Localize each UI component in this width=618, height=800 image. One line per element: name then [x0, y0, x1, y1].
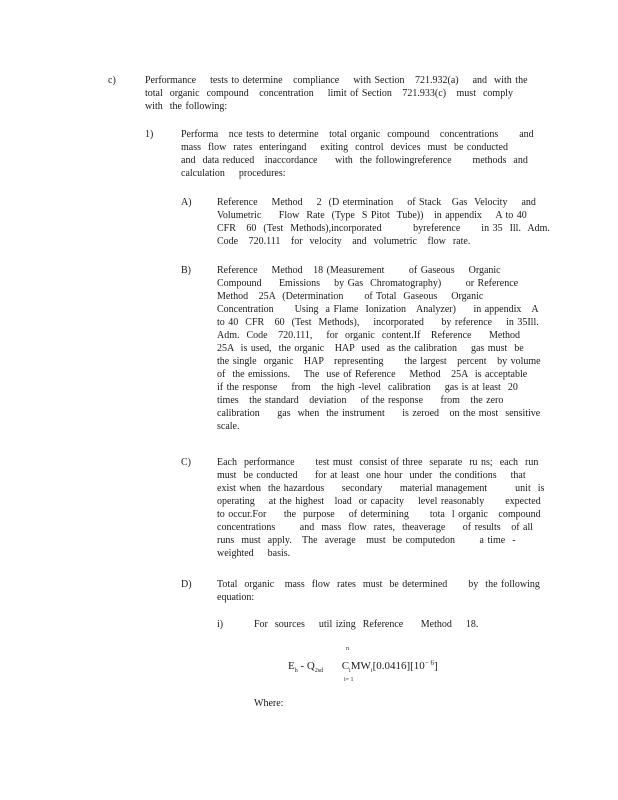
- sum-lower-limit: i= 1: [344, 677, 354, 683]
- item-i-label: i): [217, 619, 224, 630]
- eq-mw-sub: i: [370, 668, 373, 674]
- item-A-text: Reference Method 2 (D etermination of Stack Gas Velocity and Volumetric Flow Rate (Type S Pitot Tube)) in appendix A to 40 CFR 60 (Test Methods),incorporated byreference in 35 Ill. Adm. Code 720.111 for velocity and volumetric flow rate.: [217, 197, 550, 247]
- eq-close: ]: [434, 660, 438, 672]
- item-1-text: Performa nce tests to determine total organic compound concentrations and mass flow rates enteringand exiting control devices must be conducted and data reduced inaccordance with the followingreference methods and calculation procedures:: [181, 129, 534, 179]
- section-c-text: Performance tests to determine compliance with Section 721.932(a) and with the total organic compound concentration limit of Section 721.933(c) must comply with the following:: [145, 75, 528, 112]
- item-i-text: For sources util izing Reference Method 18.: [254, 619, 479, 630]
- mass-flow-equation: [288, 657, 438, 678]
- section-c-label: c): [108, 75, 116, 86]
- eq-lhs: E: [288, 660, 295, 672]
- item-1-label: 1): [145, 129, 154, 140]
- eq-lhs-sub: h: [294, 668, 298, 674]
- item-C-label: C): [181, 457, 191, 468]
- eq-sign: - Q: [297, 660, 315, 672]
- eq-q-sub: 2sd: [314, 668, 324, 674]
- item-A-label: A): [181, 197, 192, 208]
- eq-body-sub: i: [349, 668, 351, 674]
- item-C-text: Each performance test must consist of three separate ru ns; each run must be conducted for at least one hour under the conditions that exist when the hazardous secondary material management unit is operating at the highest load or capacity level reasonably expected to occur.For the purpose of determining tota l organic compound concentrations and mass flow rates, theaverage of results of all runs must apply. The average must be computedon a time - weighted basis.: [217, 457, 545, 559]
- eq-tail: [0.0416][10: [372, 660, 425, 672]
- sum-upper-limit: n: [346, 646, 349, 652]
- eq-exponent: − 6: [424, 659, 435, 667]
- sum-icon:   : [323, 661, 342, 671]
- eq-mw: MW: [350, 660, 371, 672]
- item-D-text: Total organic mass flow rates must be determined by the following equation:: [217, 579, 540, 603]
- item-D-label: D): [181, 579, 192, 590]
- item-B-text: Reference Method 18 (Measurement of Gaseous Organic Compound Emissions by Gas Chromatography) or Reference Method 25A (Determination of Total Gaseous Organic Concentration Using a Flame Ionization Analyzer) in appendix A to 40 CFR 60 (Test Methods), incorporated by reference in 35Ill. Adm. Code 720.111, for organic content.If Reference Method 25A is used, the organic HAP used as the calibration gas must be the single organic HAP representing the largest percent by volume of the emissions. The use of Reference Method 25A is acceptable if the response from the high -level calibration gas is at least 20 times the standard deviation of the response from the zero calibration gas when the instrument is zeroed on the most sensitive scale.: [217, 265, 541, 432]
- item-B-label: B): [181, 265, 191, 276]
- where-label: Where:: [254, 698, 284, 709]
- eq-body: C: [341, 660, 350, 672]
